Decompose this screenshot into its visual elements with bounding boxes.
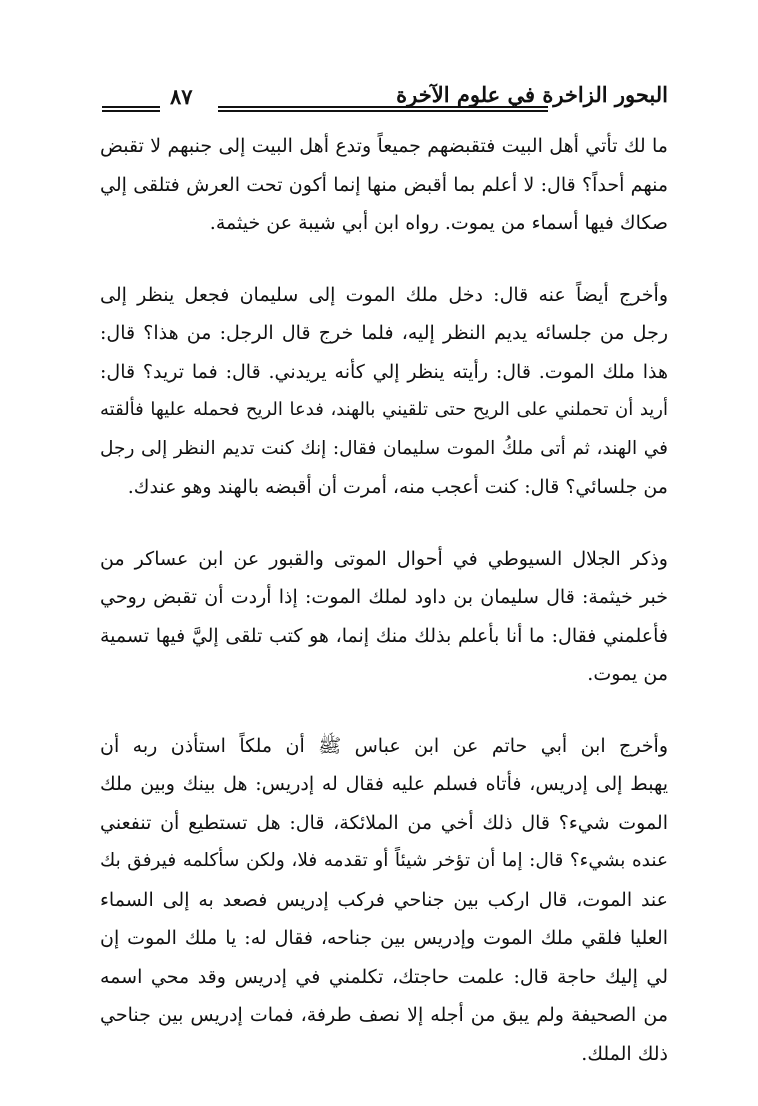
text-line: وذكر الجلال السيوطي في أحوال الموتى والقبور عن ابن عساكر من — [100, 547, 668, 570]
header-rule-right — [218, 106, 548, 112]
page-header — [100, 80, 668, 120]
text-line: وأخرج أيضاً عنه قال: دخل ملك الموت إلى سليمان فجعل ينظر إلى — [100, 283, 668, 306]
text-line: أريد أن تحملني على الريح حتى تلقيني بالهند، فدعا الريح فحمله عليها فألقته — [100, 399, 668, 420]
text-line: عنده بشيء؟ قال: إما أن تؤخر شيئاً أو تقدمه فلا، ولكن سأكلمه فيرفق بك — [100, 850, 668, 871]
paragraph — [100, 276, 668, 507]
text-line: ما لك تأتي أهل البيت فتقبضهم جميعاً وتدع أهل البيت إلى جنبهم لا تقبض — [100, 135, 668, 157]
paragraph — [100, 127, 668, 243]
paragraph — [100, 540, 668, 694]
text-line: وأخرج ابن أبي حاتم عن ابن عباس ﷺ أن ملكاً استأذن ربه أن — [100, 734, 668, 757]
text-line: ذلك الملك. — [581, 1042, 668, 1065]
text-line: يهبط إلى إدريس، فأتاه فسلم عليه فقال له إدريس: هل بينك وبين ملك — [100, 773, 668, 795]
text-line: خبر خيثمة: قال سليمان بن داود لملك الموت: إذا أردت أن تقبض روحي — [100, 586, 668, 608]
text-line: من يموت. — [587, 663, 668, 685]
text-line: صكاك فيها أسماء من يموت. رواه ابن أبي شيبة عن خيثمة. — [209, 212, 668, 234]
paragraph — [100, 727, 668, 1074]
page-number: ٨٧ — [170, 84, 193, 109]
text-line: العليا فلقي ملك الموت وإدريس بين جناحه، فقال له: يا ملك الموت إن — [100, 927, 668, 949]
text-line: لي إليك حاجة قال: علمت حاجتك، تكلمني في إدريس وقد محي اسمه — [100, 965, 668, 988]
text-line: من الصحيفة ولم يبق من أجله إلا نصف طرفة، فمات إدريس بين جناحي — [100, 1004, 668, 1026]
text-line: فأعلمني فقال: ما أنا بأعلم بذلك منك إنما، هو كتب تلقى إليَّ فيها تسمية — [100, 624, 668, 647]
page-body — [100, 127, 668, 1106]
text-line: هذا ملك الموت. قال: رأيته ينظر إلي كأنه يريدني. قال: فما تريد؟ قال: — [100, 360, 668, 383]
text-line: رجل من جلسائه يديم النظر إليه، فلما خرج قال الرجل: من هذا؟ قال: — [100, 322, 668, 344]
text-line: من جلسائي؟ قال: كنت أعجب منه، أمرت أن أقبضه بالهند وهو عندك. — [127, 476, 668, 498]
text-line: عند الموت، قال اركب بين جناحي فركب إدريس فصعد به إلى السماء — [100, 888, 668, 911]
text-line: الموت شيء؟ قال ذلك أخي من الملائكة، قال: هل تستطيع أن تنفعني — [100, 811, 668, 834]
running-title: البحور الزاخرة في علوم الآخرة — [396, 82, 668, 107]
text-line: في الهند، ثم أتى ملكُ الموت سليمان فقال: إنك كنت تديم النظر إلى رجل — [100, 437, 668, 459]
text-line: منهم أحداً؟ قال: لا أعلم بما أقبض منها إنما أكون تحت العرش فتلقى إلي — [100, 173, 668, 196]
header-rule-left — [102, 106, 160, 112]
